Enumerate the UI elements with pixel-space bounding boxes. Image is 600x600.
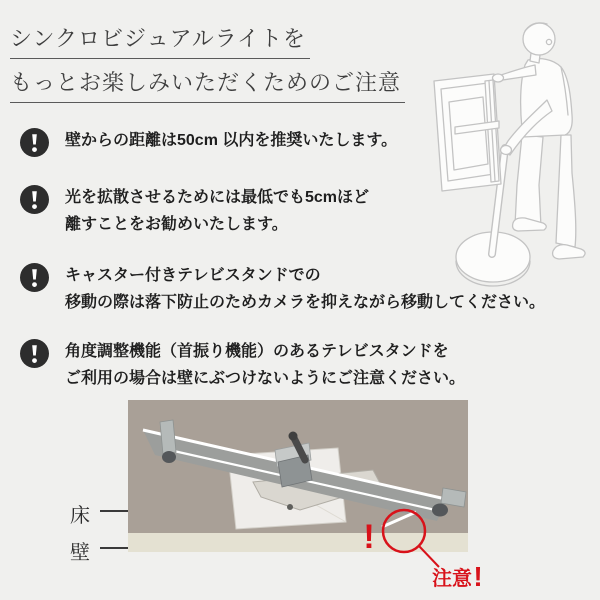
tv-wall-clearance-diagram: [128, 400, 483, 592]
notice-text: [65, 338, 465, 392]
right-corner-clamp: [432, 504, 448, 517]
notice-text-line: キャスター付きテレビスタンドでの: [65, 267, 321, 284]
notice-item-3: [20, 261, 545, 316]
caution-label: 注意: [432, 568, 472, 590]
exclamation-circle-icon: [20, 339, 49, 368]
notice-text: [65, 127, 397, 157]
notice-text-line: 移動の際は落下防止のためカメラを抑えながら移動してください。: [65, 294, 546, 311]
left-corner-clamp: [162, 451, 176, 463]
page-title: [10, 22, 405, 110]
notice-item-2: [20, 183, 369, 238]
exclamation-circle-icon: [20, 128, 49, 157]
notice-text: [65, 262, 545, 316]
wall-area: [128, 533, 468, 552]
caution-label-mark: !: [473, 561, 483, 592]
person-moving-tv-stand-illustration: [425, 15, 600, 290]
exclamation-circle-icon: [20, 185, 49, 214]
notice-text: [65, 184, 369, 238]
page-title-line-1: シンクロビジュアルライトを: [10, 22, 310, 59]
notice-text-line: ご利用の場合は壁にぶつけないようにご注意ください。: [65, 370, 466, 387]
notice-text-line: 光を拡散させるためには最低でも5cmほど: [65, 189, 370, 206]
floor-label: 床: [70, 505, 90, 527]
page-title-line-2: もっとお楽しみいただくためのご注意: [10, 66, 405, 103]
notice-text-line: 壁からの距離は50cm 以内を推奨いたします。: [65, 132, 398, 149]
notice-text-line: 角度調整機能（首振り機能）のあるテレビスタンドを: [65, 343, 449, 360]
notice-text-line: 離すことをお勧めいたします。: [65, 216, 288, 233]
notice-item-4: [20, 337, 465, 392]
person-back-leg: [556, 135, 576, 247]
wall-label: 壁: [70, 542, 90, 564]
person-front-leg: [515, 135, 543, 227]
corner-warning-mark: !: [363, 518, 375, 556]
notice-item-1: [20, 126, 397, 157]
exclamation-circle-icon: [20, 263, 49, 292]
